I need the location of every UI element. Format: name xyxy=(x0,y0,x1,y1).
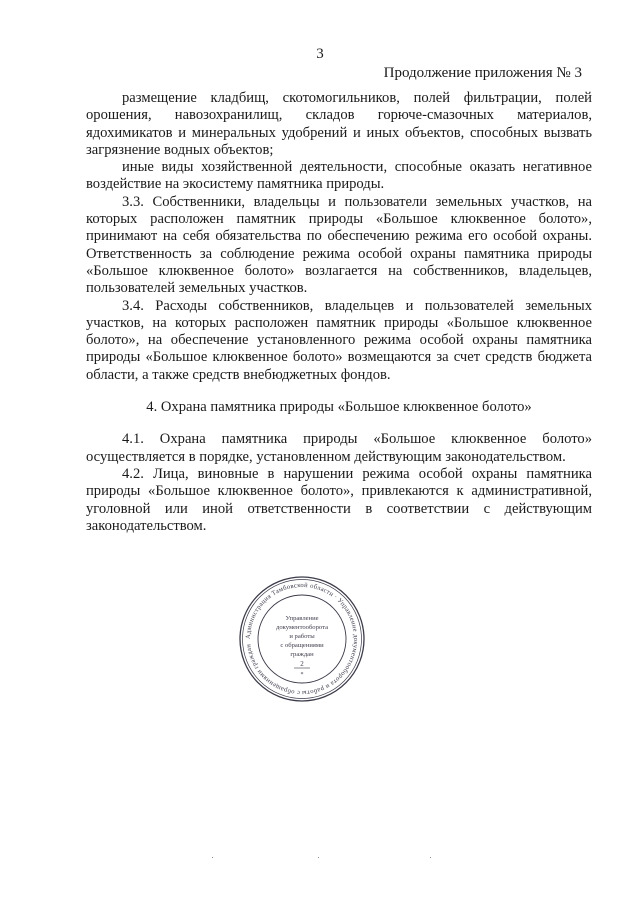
stamp-outer-text: Администрация Тамбовской области · Управление документооборота и работы с обращениями граждан xyxy=(244,581,360,697)
stamp-star-icon: * xyxy=(300,672,304,678)
paragraph-list-item-1: размещение кладбищ, скотомогильников, полей фильтрации, полей орошения, навозохранилищ, складов горюче-смазочных материалов, ядохимикатов и минеральных удобрений и иных объектов, способных вызвать загрязнение водных объектов; xyxy=(86,90,592,158)
scan-dot xyxy=(430,857,431,858)
paragraph-4-2: 4.2. Лица, виновные в нарушении режима особой охраны памятника природы «Большое клюквенное болото», привлекаются к административной, уголовной или иной ответственности в соответствии с действующим законодательством. xyxy=(86,465,592,534)
stamp-inner-line-5: граждан xyxy=(290,651,314,658)
stamp-number: 2 xyxy=(300,660,304,668)
paragraph-list-item-2: иные виды хозяйственной деятельности, способные оказать негативное воздействие на экосистему памятника природы. xyxy=(86,159,592,193)
stamp-seal-graphic xyxy=(237,574,367,704)
official-stamp xyxy=(237,574,367,704)
stamp-inner-line-2: документооборота xyxy=(275,624,329,631)
stamp-inner-line-1: Управление xyxy=(285,615,319,622)
paragraph-4-1: 4.1. Охрана памятника природы «Большое клюквенное болото» осуществляется в порядке, установленном действующим законодательством. xyxy=(86,431,592,465)
scan-dot xyxy=(318,857,319,858)
stamp-inner-line-3: и работы xyxy=(289,633,315,640)
scan-dot xyxy=(212,857,213,858)
section-title-4: 4. Охрана памятника природы «Большое клюквенное болото» xyxy=(146,399,532,416)
stamp-inner-line-4: с обращениями xyxy=(280,642,324,649)
document-body xyxy=(86,90,592,535)
paragraph-3-4: 3.4. Расходы собственников, владельцев и пользователей земельных участков, на которых расположен памятник природы «Большое клюквенное болото», на обеспечение установленного режима особой охраны памятника природы «Большое клюквенное болото» возмещаются за счет средств бюджета области, а также средств внебюджетных фондов. xyxy=(86,297,592,383)
bottom-scan-dots xyxy=(0,857,640,861)
page-number: 3 xyxy=(316,46,324,62)
paragraph-3-3: 3.3. Собственники, владельцы и пользователи земельных участков, на которых расположен памятник природы «Большое клюквенное болото», принимают на себя обязательства по обеспечению режима его особой охраны. Ответственность за соблюдение режима особой охраны памятника природы «Большое клюквенное болото» возлагается на собственников, владельцев, пользователей земельных участков. xyxy=(86,193,592,297)
appendix-continuation-note: Продолжение приложения № 3 xyxy=(383,65,582,81)
